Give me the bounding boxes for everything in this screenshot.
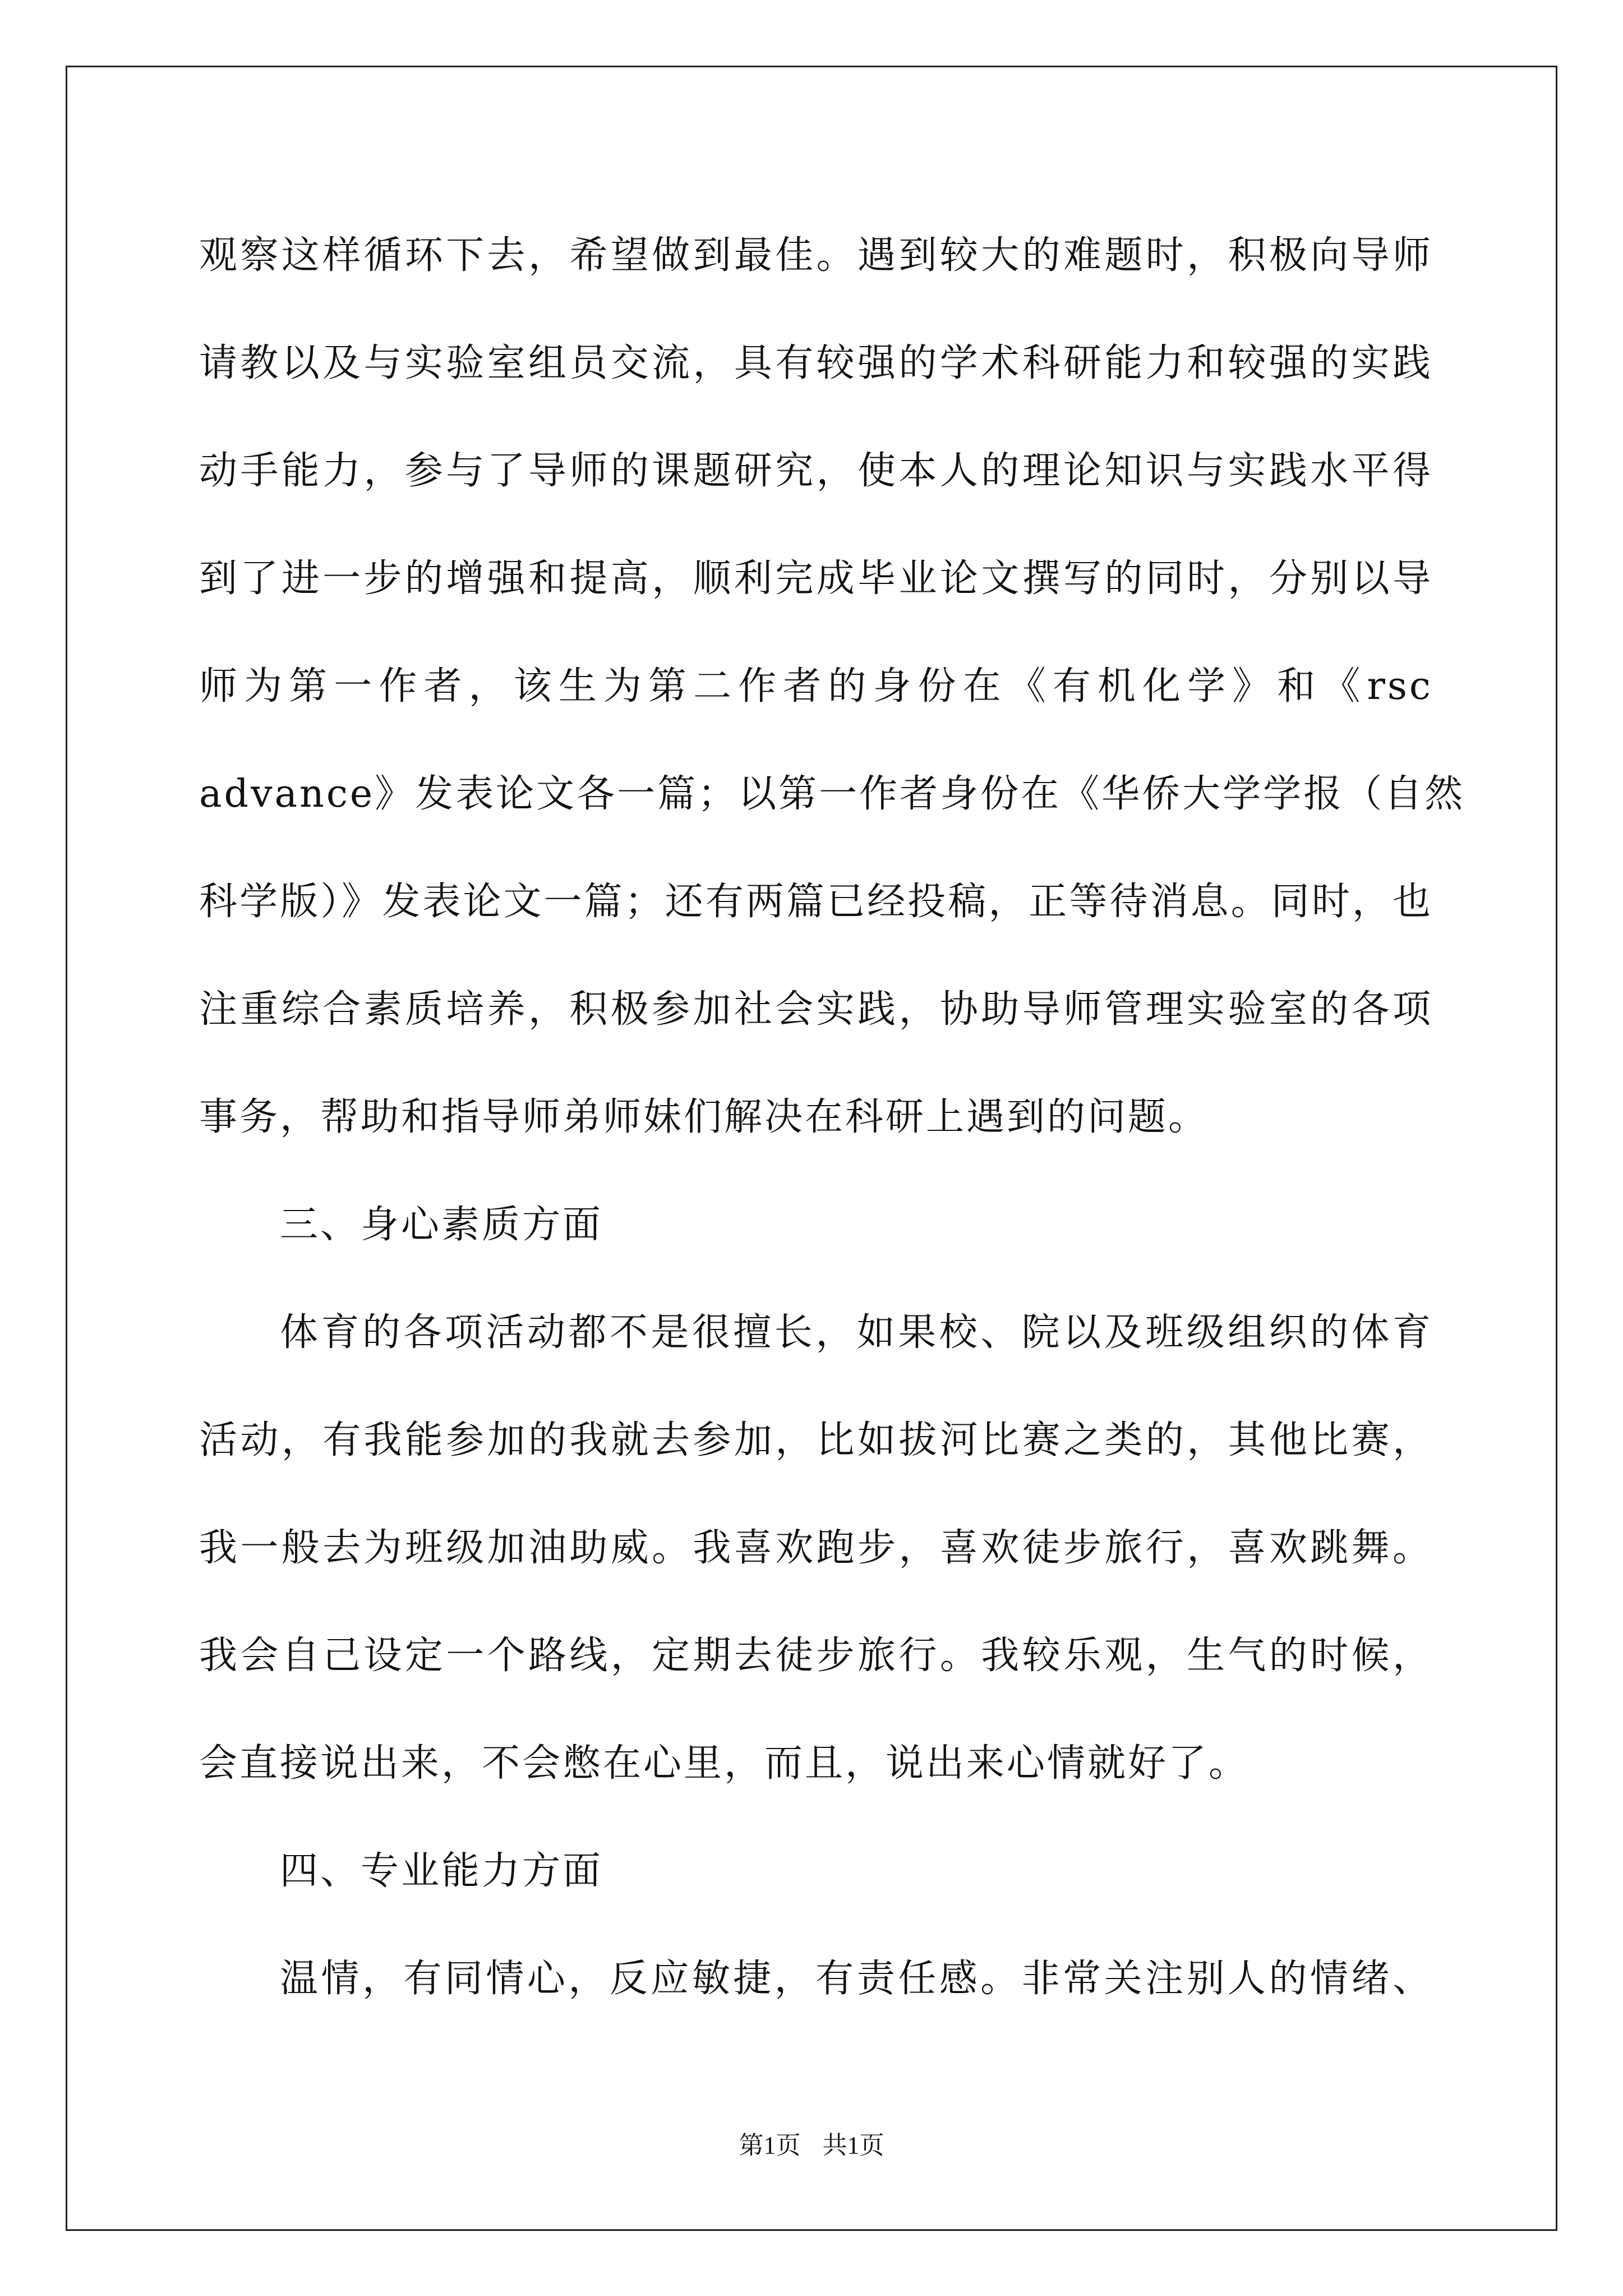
paragraph-line: 师为第一作者，该生为第二作者的身份在《有机化学》和《rsc [199, 664, 1433, 708]
paragraph-line: 请教以及与实验室组员交流，具有较强的学术科研能力和较强的实践 [199, 341, 1433, 385]
paragraph-line: 我会自己设定一个路线，定期去徒步旅行。我较乐观，生气的时候， [199, 1634, 1433, 1678]
section-heading: 三、身心素质方面 [280, 1203, 603, 1247]
paragraph-line: 温情，有同情心，反应敏捷，有责任感。非常关注别人的情绪、 [280, 1957, 1433, 2001]
paragraph-line: 我一般去为班级加油助威。我喜欢跑步，喜欢徒步旅行，喜欢跳舞。 [199, 1526, 1433, 1570]
paragraph-line: 观察这样循环下去，希望做到最佳。遇到较大的难题时，积极向导师 [199, 233, 1433, 278]
paragraph-line: 科学版）》发表论文一篇；还有两篇已经投稿，正等待消息。同时，也 [199, 880, 1433, 924]
page-number-current: 第1页 [739, 2132, 801, 2159]
paragraph-line: 体育的各项活动都不是很擅长，如果校、院以及班级组织的体育 [280, 1310, 1433, 1355]
document-body [199, 202, 1465, 2033]
paragraph-line: 事务，帮助和指导师弟师妹们解决在科研上遇到的问题。 [199, 1095, 1209, 1139]
page-footer [0, 2129, 1623, 2162]
paragraph-line: 活动，有我能参加的我就去参加，比如拔河比赛之类的，其他比赛， [199, 1418, 1433, 1462]
section-heading: 四、专业能力方面 [280, 1849, 603, 1893]
paragraph-line: 到了进一步的增强和提高，顺利完成毕业论文撰写的同时，分别以导 [199, 556, 1433, 601]
paragraph-line: 动手能力，参与了导师的课题研究，使本人的理论知识与实践水平得 [199, 449, 1433, 493]
paragraph-line: 会直接说出来，不会憋在心里，而且，说出来心情就好了。 [199, 1741, 1249, 1786]
page-number-total: 共1页 [822, 2132, 884, 2159]
paragraph-line: 注重综合素质培养，积极参加社会实践，协助导师管理实验室的各项 [199, 987, 1433, 1032]
paragraph-line: advance》发表论文各一篇；以第一作者身份在《华侨大学学报（自然 [199, 772, 1465, 816]
